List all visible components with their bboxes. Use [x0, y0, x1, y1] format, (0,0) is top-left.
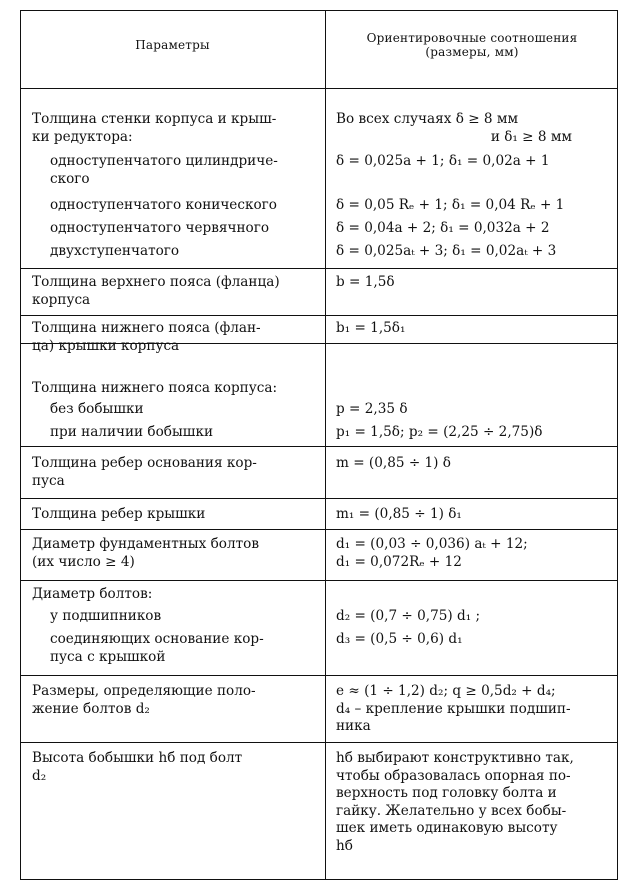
param-wall-cyl-l1: одноступенчатого цилиндриче-	[50, 153, 278, 169]
param-wall-con: одноступенчатого конического	[50, 197, 277, 213]
value-flange-top: b = 1,5δ	[336, 274, 395, 290]
param-bolts-sub2	[50, 631, 320, 666]
param-wall-l2: ки редуктора:	[32, 128, 133, 145]
param-flange-top-l1: Толщина верхнего пояса (фланца)	[32, 274, 280, 290]
param-boss-height	[32, 750, 318, 785]
header-values-line1: Ориентировочные соотношения	[366, 31, 578, 45]
param-wall-worm: одноступенчатого червячного	[50, 220, 270, 236]
param-ribs-base-l1: Толщина ребер основания кор-	[32, 455, 257, 471]
param-boss-height-l2: d₂	[32, 767, 47, 784]
param-foundation-bolts-l1: Диаметр фундаментных болтов	[32, 536, 259, 552]
column-divider	[325, 10, 326, 880]
param-lower-belt: Толщина нижнего пояса корпуса:	[32, 380, 278, 396]
param-ribs-base	[32, 455, 318, 490]
param-bolt-position-l1: Размеры, определяющие поло-	[32, 683, 256, 699]
param-flange-top	[32, 274, 318, 309]
param-ribs-cover: Толщина ребер крышки	[32, 506, 206, 522]
row-divider	[20, 580, 618, 581]
param-lower-belt-sub2: при наличии бобышки	[50, 424, 213, 440]
value-boss-height-l1: hб выбирают конструктивно так,	[336, 750, 574, 766]
param-wall-two: двухступенчатого	[50, 243, 180, 259]
value-boss-height	[336, 750, 612, 855]
value-wall-cyl: δ = 0,025a + 1; δ₁ = 0,02a + 1	[336, 153, 550, 169]
row-divider	[20, 529, 618, 530]
value-ribs-cover: m₁ = (0,85 ÷ 1) δ₁	[336, 506, 462, 522]
row-divider	[20, 268, 618, 269]
value-wall-two: δ = 0,025aₜ + 3; δ₁ = 0,02aₜ + 3	[336, 243, 557, 259]
value-flange-cover: b₁ = 1,5δ₁	[336, 320, 406, 336]
param-flange-cover-l2: ца) крышки корпуса	[32, 337, 180, 354]
param-bolts-sub2-l2: пуса с крышкой	[50, 648, 166, 665]
value-boss-height-l3: верхность под головку болта и	[336, 785, 557, 801]
row-divider	[20, 675, 618, 676]
param-wall-l1: Толщина стенки корпуса и крыш-	[32, 111, 277, 127]
value-boss-height-l6: hб	[336, 837, 353, 854]
row-divider	[20, 742, 618, 743]
header-values	[326, 31, 618, 59]
row-divider	[20, 315, 618, 316]
value-wall	[336, 111, 612, 146]
value-boss-height-l5: шек иметь одинаковую высоту	[336, 820, 558, 836]
value-wall-l1: Во всех случаях δ ≥ 8 мм	[336, 111, 519, 127]
param-wall-cyl-l2: ского	[50, 170, 90, 187]
value-wall-l2: и δ₁ ≥ 8 мм	[490, 128, 572, 145]
param-flange-top-l2: корпуса	[32, 291, 91, 308]
value-bolt-position	[336, 683, 612, 736]
param-wall	[32, 111, 318, 146]
value-ribs-base: m = (0,85 ÷ 1) δ	[336, 455, 451, 471]
value-wall-con: δ = 0,05 Rₑ + 1; δ₁ = 0,04 Rₑ + 1	[336, 197, 565, 213]
param-bolt-position	[32, 683, 318, 718]
value-bolt-position-l2: d₄ – крепление крышки подшип-	[336, 700, 571, 717]
value-wall-worm: δ = 0,04a + 2; δ₁ = 0,032a + 2	[336, 220, 550, 236]
param-lower-belt-sub1: без бобышки	[50, 401, 144, 417]
param-wall-cyl	[50, 153, 320, 188]
header-values-line2: (размеры, мм)	[425, 45, 519, 59]
value-foundation-bolts-l1: d₁ = (0,03 ÷ 0,036) aₜ + 12;	[336, 536, 528, 552]
param-bolts-sub2-l1: соединяющих основание кор-	[50, 631, 264, 647]
header-params: Параметры	[135, 38, 210, 52]
row-divider	[20, 446, 618, 447]
header-divider	[20, 88, 618, 89]
param-bolt-position-l2: жение болтов d₂	[32, 700, 150, 717]
value-foundation-bolts-l2: d₁ = 0,072Rₑ + 12	[336, 553, 462, 570]
param-ribs-base-l2: пуса	[32, 472, 65, 489]
value-boss-height-l4: гайку. Желательно у всех бобы-	[336, 802, 567, 819]
value-bolt-position-l1: e ≈ (1 ÷ 1,2) d₂; q ≥ 0,5d₂ + d₄;	[336, 683, 556, 699]
param-flange-cover	[32, 320, 318, 355]
param-foundation-bolts-l2: (их число ≥ 4)	[32, 553, 135, 570]
param-boss-height-l1: Высота бобышки hб под болт	[32, 750, 243, 766]
value-bolts-sub1: d₂ = (0,7 ÷ 0,75) d₁ ;	[336, 608, 481, 624]
value-lower-belt-sub1: p = 2,35 δ	[336, 401, 408, 417]
row-divider	[20, 498, 618, 499]
param-bolts-sub1: у подшипников	[50, 608, 162, 624]
param-bolts: Диаметр болтов:	[32, 586, 153, 602]
value-bolt-position-l3: ника	[336, 718, 371, 734]
param-foundation-bolts	[32, 536, 318, 571]
value-boss-height-l2: чтобы образовалась опорная по-	[336, 767, 571, 784]
value-lower-belt-sub2: p₁ = 1,5δ; p₂ = (2,25 ÷ 2,75)δ	[336, 424, 543, 440]
value-foundation-bolts	[336, 536, 612, 571]
param-flange-cover-l1: Толщина нижнего пояса (флан-	[32, 320, 261, 336]
value-bolts-sub2: d₃ = (0,5 ÷ 0,6) d₁	[336, 631, 463, 647]
